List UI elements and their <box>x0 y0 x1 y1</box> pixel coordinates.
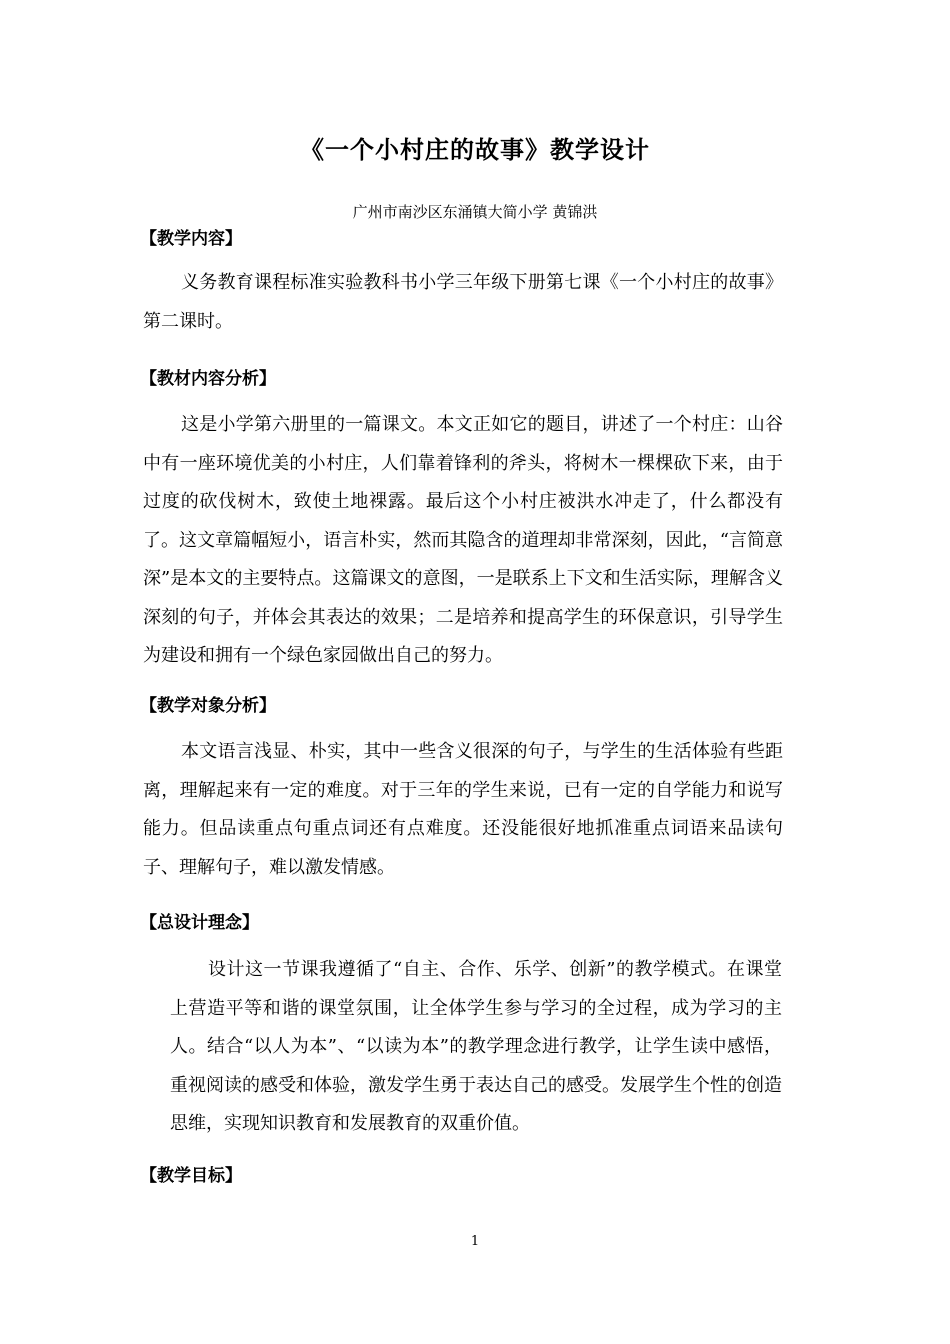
section-heading-teaching-content: 【教学内容】 <box>140 229 242 249</box>
page-number: 1 <box>470 1234 480 1249</box>
section-heading-student-analysis: 【教学对象分析】 <box>140 696 276 716</box>
section-body-student-analysis: 本文语言浅显、朴实，其中一些含义很深的句子，与学生的生活体验有些距离，理解起来有一定的难度。对于三年的学生来说，已有一定的自学能力和说写能力。但品读重点句重点词还有点难度。还没能很好地抓准重点词语来品读句子、理解句子，难以激发情感。 <box>143 741 783 878</box>
author-line: 广州市南沙区东涌镇大简小学 黄锦洪 <box>352 203 598 221</box>
section-heading-textbook-analysis: 【教材内容分析】 <box>140 369 276 389</box>
section-heading-design-concept: 【总设计理念】 <box>140 913 259 933</box>
section-body-teaching-content: 义务教育课程标准实验教科书小学三年级下册第七课《一个小村庄的故事》第二课时。 <box>143 272 783 332</box>
section-body-design-concept: 设计这一节课我遵循了“自主、合作、乐学、创新”的教学模式。在课堂上营造平等和谐的课堂氛围，让全体学生参与学习的全过程，成为学习的主人。结合“以人为本”、“以读为本”的教学理念进行教学，让学生读中感悟，重视阅读的感受和体验，激发学生勇于表达自己的感受。发展学生个性的创造思维，实现知识教育和发展教育的双重价值。 <box>170 959 782 1134</box>
document-title: 《一个小村庄的故事》教学设计 <box>300 136 650 164</box>
section-body-textbook-analysis: 这是小学第六册里的一篇课文。本文正如它的题目，讲述了一个村庄：山谷中有一座环境优美的小村庄，人们靠着锋利的斧头，将树木一棵棵砍下来，由于过度的砍伐树木，致使土地裸露。最后这个小村庄被洪水冲走了，什么都没有了。这文章篇幅短小，语言朴实，然而其隐含的道理却非常深刻，因此，“言简意深”是本文的主要特点。这篇课文的意图，一是联系上下文和生活实际，理解含义深刻的句子，并体会其表达的效果；二是培养和提高学生的环保意识，引导学生为建设和拥有一个绿色家园做出自己的努力。 <box>143 414 783 666</box>
section-heading-teaching-goals: 【教学目标】 <box>140 1166 242 1186</box>
